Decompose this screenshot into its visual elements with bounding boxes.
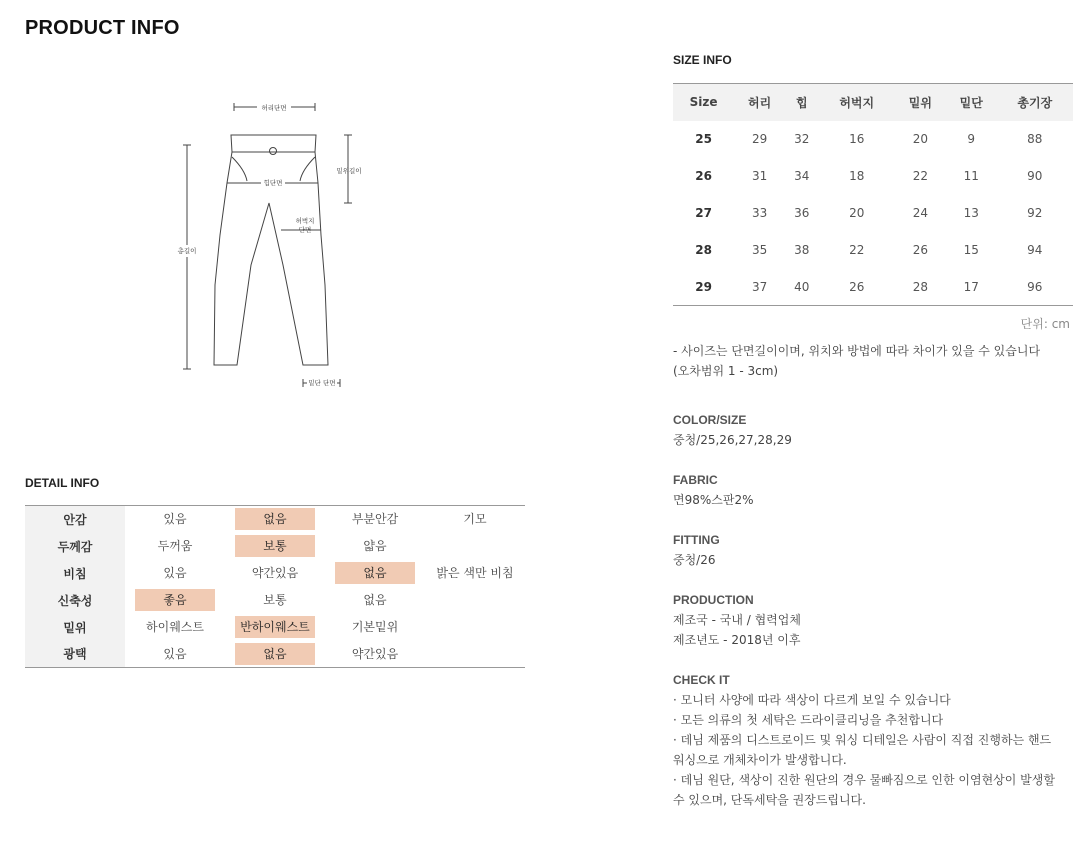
detail-option-selected: 반하이웨스트: [235, 616, 315, 638]
size-value-cell: 24: [912, 206, 928, 220]
fitting-value: 중청/26: [673, 553, 716, 567]
hip-label: 힙단면: [263, 179, 283, 187]
size-value-cell: 31: [751, 169, 768, 183]
detail-option: [125, 560, 225, 587]
detail-option: [425, 506, 525, 533]
detail-row: [25, 641, 525, 668]
size-value-cell: 88: [1027, 132, 1043, 146]
size-row: [673, 269, 1073, 306]
detail-option: [325, 533, 425, 560]
detail-option: [425, 560, 525, 587]
detail-option: [325, 506, 425, 533]
size-row: [673, 232, 1073, 269]
detail-option: [425, 614, 525, 641]
detail-row: [25, 587, 525, 614]
detail-option-text: 기본밑위: [351, 620, 399, 634]
size-value-cell: 36: [794, 206, 810, 220]
size-header-cell: 힙: [785, 84, 819, 121]
detail-option-text: [435, 588, 515, 610]
size-label-cell: 26: [695, 169, 712, 183]
detail-row: [25, 533, 525, 560]
detail-option-text: 없음: [363, 593, 387, 607]
detail-option-text: [435, 534, 515, 556]
detail-option-selected: 좋음: [135, 589, 215, 611]
thigh-label-2: 단면: [298, 226, 312, 234]
detail-option: [225, 587, 325, 614]
detail-option-text: 있음: [163, 646, 187, 661]
check-it-lines: [673, 690, 1083, 810]
size-row: [673, 158, 1073, 195]
detail-option: [225, 641, 325, 668]
hem-label: 밑단 단면: [308, 379, 336, 387]
production-line: 제조년도 - 2018년 이후: [673, 633, 801, 647]
color-size-heading: COLOR/SIZE: [673, 413, 747, 427]
detail-option: [325, 641, 425, 668]
detail-option-text: 기모: [463, 512, 487, 527]
size-row: [673, 195, 1073, 232]
thigh-label-1: 허벅지: [295, 217, 315, 225]
size-label-cell: 28: [695, 243, 712, 257]
size-value-cell: 35: [751, 243, 768, 257]
detail-row: [25, 560, 525, 587]
check-it-line: · 데님 제품의 디스트로이드 및 워싱 디테일은 사람이 직접 진행하는 핸드: [673, 733, 1052, 747]
production-line: 제조국 - 국내 / 협력업체: [673, 613, 801, 627]
detail-option: [325, 560, 425, 587]
detail-info-title: DETAIL INFO: [25, 476, 100, 490]
production-heading: PRODUCTION: [673, 593, 754, 607]
size-value-cell: 26: [849, 279, 865, 294]
size-label-cell: 25: [695, 132, 712, 146]
check-it-line: 수 있으며, 단독세탁을 권장드립니다.: [673, 793, 866, 807]
size-info-table: [673, 83, 1073, 306]
detail-option-text: 보통: [263, 593, 287, 607]
size-value-cell: 15: [963, 243, 979, 257]
detail-label: 밑위: [25, 614, 125, 641]
detail-option: [125, 533, 225, 560]
detail-option-text: 약간있음: [351, 646, 399, 661]
size-label-cell: 27: [695, 206, 712, 220]
detail-option-selected: 없음: [235, 643, 315, 665]
size-note-line: (오차범위 1 - 3cm): [673, 364, 779, 378]
check-it-heading: CHECK IT: [673, 673, 730, 687]
size-header-cell: 총기장: [997, 84, 1073, 121]
detail-label: 안감: [25, 506, 125, 533]
size-value-cell: 11: [963, 169, 979, 183]
size-info-title: SIZE INFO: [673, 53, 732, 67]
check-it-line: 워싱으로 개체차이가 발생합니다.: [673, 753, 847, 767]
detail-option-text: [435, 615, 515, 637]
size-value-cell: 90: [1027, 169, 1043, 183]
check-it-line: · 모니터 사양에 따라 색상이 다르게 보일 수 있습니다: [673, 693, 951, 707]
rise-label: 밑위길이: [336, 167, 362, 175]
total-length-label: 총길이: [177, 247, 197, 255]
waist-label: 허리단면: [261, 104, 287, 112]
detail-option: [225, 506, 325, 533]
size-value-cell: 22: [849, 243, 865, 257]
detail-option: [225, 614, 325, 641]
detail-option: [425, 641, 525, 668]
detail-option-text: 있음: [163, 566, 187, 580]
detail-option-text: 약간있음: [251, 566, 299, 580]
size-value-cell: 40: [794, 279, 810, 294]
detail-option: [425, 587, 525, 614]
detail-info-table: [25, 505, 525, 668]
size-value-cell: 17: [963, 279, 979, 294]
size-value-cell: 29: [751, 132, 768, 146]
size-value-cell: 20: [849, 206, 865, 220]
detail-option-text: 부분안감: [351, 512, 399, 527]
detail-option-text: 있음: [163, 512, 187, 527]
detail-option: [225, 560, 325, 587]
detail-option-text: 두꺼움: [157, 539, 193, 553]
size-value-cell: 22: [912, 169, 928, 183]
detail-label: 두께감: [25, 533, 125, 560]
detail-option: [125, 506, 225, 533]
detail-option-selected: 보통: [235, 535, 315, 557]
detail-option-text: 얇음: [363, 539, 387, 553]
detail-option: [325, 587, 425, 614]
production-block: [673, 590, 1083, 650]
detail-option-selected: 없음: [335, 562, 415, 584]
size-header-cell: 허리: [734, 84, 785, 121]
size-value-cell: 13: [963, 206, 979, 220]
size-unit: 단위: cm: [1020, 317, 1070, 331]
size-value-cell: 32: [794, 132, 810, 146]
check-it-block: [673, 670, 1083, 810]
detail-option-text: [435, 641, 515, 663]
size-note-line: - 사이즈는 단면길이이며, 위치와 방법에 따라 차이가 있을 수 있습니다: [673, 344, 1041, 358]
size-header-cell: Size: [673, 84, 734, 121]
detail-option: [125, 614, 225, 641]
size-header-cell: 밑단: [946, 84, 997, 121]
size-value-cell: 28: [912, 279, 928, 294]
size-header-cell: 밑위: [895, 84, 946, 121]
pants-measurement-diagram: [165, 95, 375, 395]
fitting-block: [673, 530, 1083, 570]
size-value-cell: 20: [912, 132, 928, 146]
fabric-value: 면98%스판2%: [673, 493, 754, 507]
size-note: [673, 341, 1073, 381]
detail-option: [125, 587, 225, 614]
size-value-cell: 38: [794, 243, 810, 257]
check-it-line: · 모든 의류의 첫 세탁은 드라이클리닝을 추천합니다: [673, 713, 944, 727]
detail-row: [25, 506, 525, 533]
check-it-line: · 데님 원단, 색상이 진한 원단의 경우 물빠짐으로 인한 이염현상이 발생할: [673, 773, 1055, 787]
detail-option-selected: 없음: [235, 508, 315, 530]
detail-label: 비침: [25, 560, 125, 587]
detail-option: [425, 533, 525, 560]
fabric-block: [673, 470, 1083, 510]
detail-option-text: 하이웨스트: [146, 620, 204, 634]
color-size-block: [673, 410, 1083, 450]
size-value-cell: 92: [1027, 206, 1043, 220]
detail-label: 신축성: [25, 587, 125, 614]
size-value-cell: 26: [912, 243, 928, 257]
page-title: PRODUCT INFO: [25, 17, 180, 39]
size-value-cell: 34: [794, 169, 810, 183]
fitting-heading: FITTING: [673, 533, 720, 547]
detail-option: [325, 614, 425, 641]
size-value-cell: 33: [751, 206, 768, 220]
size-row: [673, 121, 1073, 158]
detail-option-text: 밝은 색만 비침: [436, 566, 514, 580]
fabric-heading: FABRIC: [673, 473, 718, 487]
size-header-row: [673, 84, 1073, 121]
size-value-cell: 94: [1027, 243, 1043, 257]
detail-option: [125, 641, 225, 668]
size-value-cell: 9: [967, 132, 976, 146]
detail-option: [225, 533, 325, 560]
size-value-cell: 16: [849, 132, 865, 146]
size-header-cell: 허벅지: [819, 84, 895, 121]
size-value-cell: 18: [849, 169, 865, 183]
detail-row: [25, 614, 525, 641]
size-value-cell: 37: [751, 279, 768, 294]
color-size-value: 중청/25,26,27,28,29: [673, 433, 792, 447]
detail-label: 광택: [25, 641, 125, 668]
size-value-cell: 96: [1027, 279, 1043, 294]
size-label-cell: 29: [695, 279, 712, 294]
